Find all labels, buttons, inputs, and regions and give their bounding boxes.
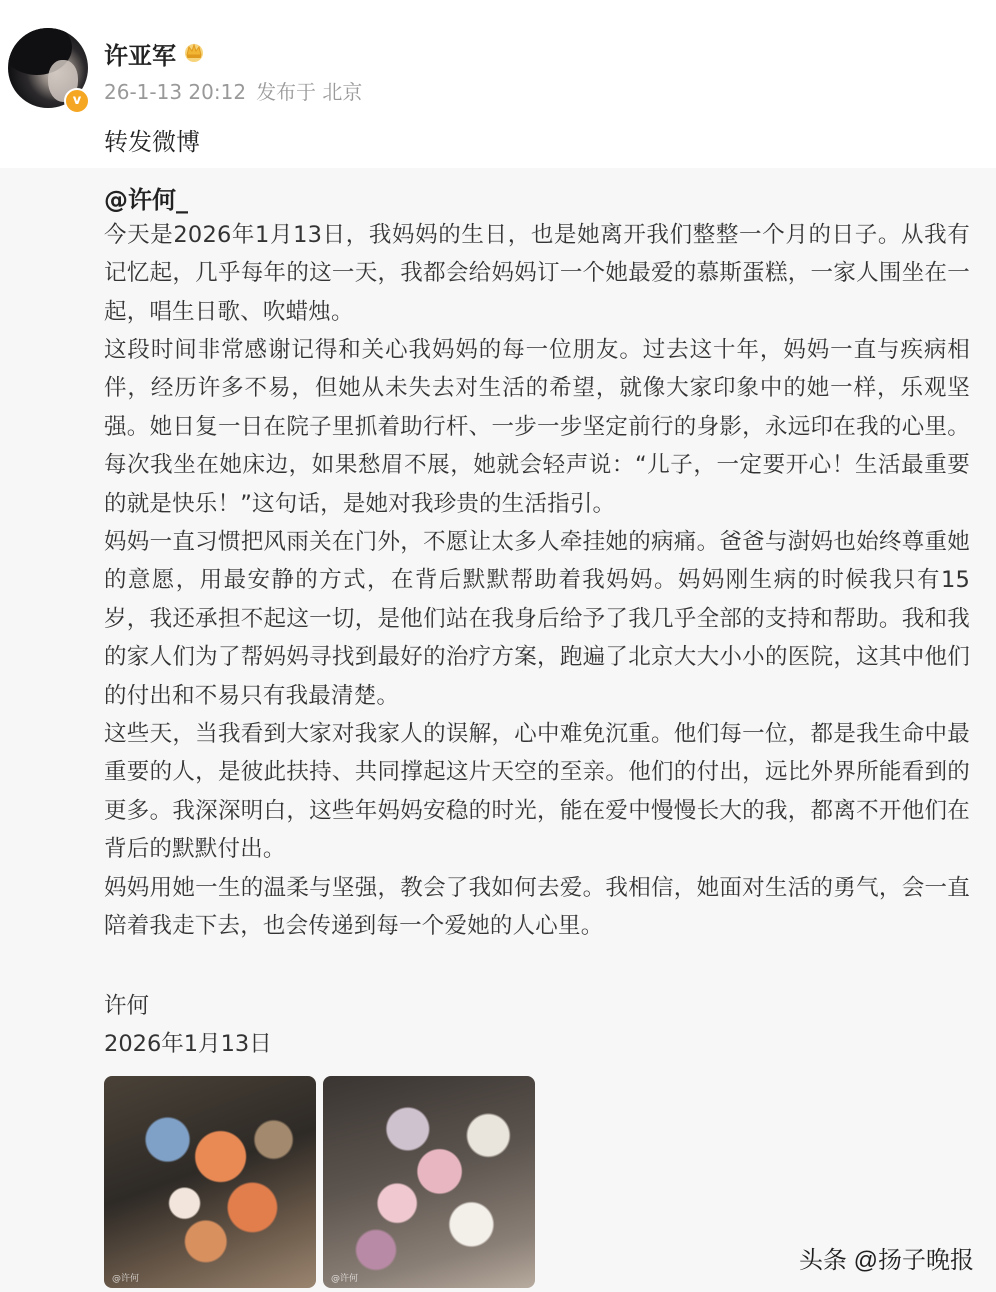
username[interactable]: 许亚军	[104, 42, 176, 70]
original-author-mention[interactable]: @许何_	[104, 186, 188, 214]
paragraph-3: 妈妈一直习惯把风雨关在门外，不愿让太多人牵挂她的病痛。爸爸与澍妈也始终尊重她的意愿，用最安静的方式，在背后默默帮助着我妈妈。妈妈刚生病的时候我只有15岁，我还承担不起这一切，是他们站在我身后给予了我几乎全部的支持和帮助。我和我的家人们为了帮妈妈寻找到最好的治疗方案，跑遍了北京大大小小的医院，这其中他们的付出和不易只有我最清楚。	[104, 529, 970, 709]
verified-badge-icon: v	[64, 88, 90, 114]
paragraph-2: 这段时间非常感谢记得和关心我妈妈的每一位朋友。过去这十年，妈妈一直与疾病相伴，经历许多不易，但她从未失去对生活的希望，就像大家印象中的她一样，乐观坚强。她日复一日在院子里抓着助行杆、一步一步坚定前行的身影，永远印在我的心里。每次我坐在她床边，如果愁眉不展，她就会轻声说：“儿子，一定要开心！生活最重要的就是快乐！”这句话，是她对我珍贵的生活指引。	[104, 337, 970, 517]
paragraph-1: 今天是2026年1月13日，我妈妈的生日，也是她离开我们整整一个月的日子。从我有记忆起，几乎每年的这一天，我都会给妈妈订一个她最爱的慕斯蛋糕，一家人围坐在一起，唱生日歌、吹蜡烛。	[104, 222, 970, 325]
post-location: 发布于 北京	[256, 80, 363, 104]
post-header	[0, 0, 996, 168]
signature-name: 许何	[104, 993, 150, 1019]
post-meta	[104, 76, 372, 105]
signature-date: 2026年1月13日	[104, 1031, 272, 1057]
post-timestamp: 26-1-13 20:12	[104, 80, 247, 104]
flower-bouquet-photo-1[interactable]	[104, 1076, 316, 1288]
photo-watermark: @许何	[331, 1274, 359, 1284]
paragraph-4: 这些天，当我看到大家对我家人的误解，心中难免沉重。他们每一位，都是我生命中最重要的人，是彼此扶持、共同撑起这片天空的至亲。他们的付出，远比外界所能看到的更多。我深深明白，这些年妈妈安稳的时光，能在爱中慢慢长大的我，都离不开他们在背后的默默付出。	[104, 721, 970, 863]
flower-bouquet-photo-2[interactable]	[323, 1076, 535, 1288]
paragraph-5: 妈妈用她一生的温柔与坚强，教会了我如何去爱。我相信，她面对生活的勇气，会一直陪着我走下去，也会传递到每一个爱她的人心里。	[104, 875, 970, 940]
source-watermark: 头条 @扬子晚报	[798, 1247, 974, 1274]
photo-watermark: @许何	[112, 1274, 140, 1284]
crown-icon	[182, 40, 206, 62]
repost-text: 转发微博	[104, 128, 200, 156]
